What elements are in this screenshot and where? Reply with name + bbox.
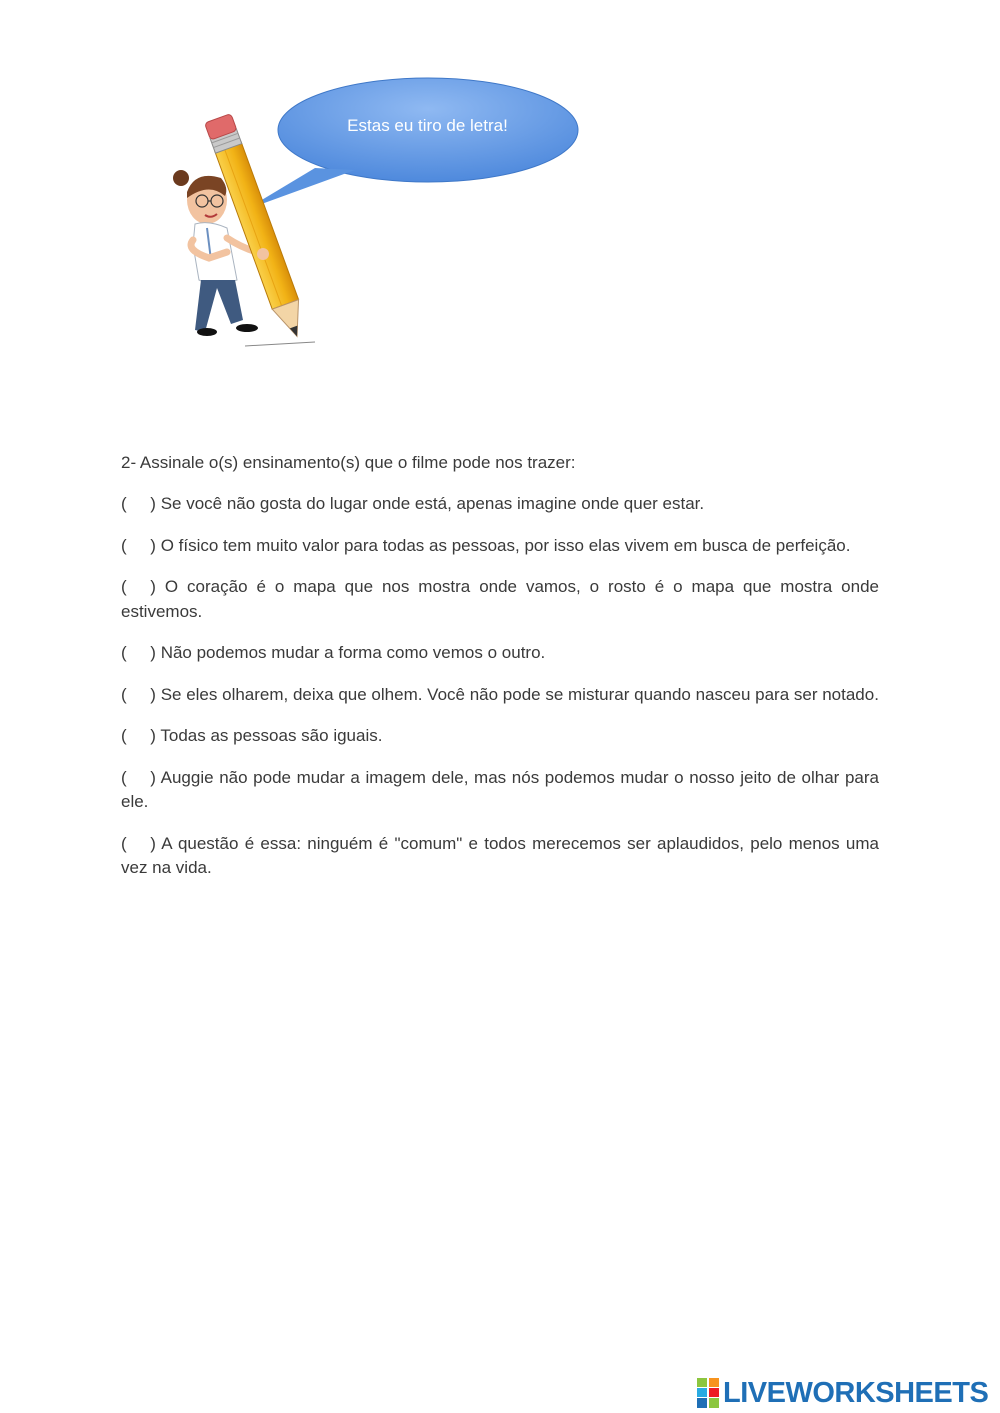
option-6 bbox=[121, 724, 879, 749]
option-text: Auggie não pode mudar a imagem dele, mas nós podemos mudar o nosso jeito de olhar para ele. bbox=[121, 767, 879, 811]
option-text: A questão é essa: ninguém é "comum" e todos merecemos ser aplaudidos, pelo menos uma vez na vida. bbox=[121, 833, 879, 877]
option-2 bbox=[121, 534, 879, 559]
answer-checkbox[interactable]: ( ) bbox=[121, 494, 156, 513]
option-text: Se você não gosta do lugar onde está, apenas imagine onde quer estar. bbox=[160, 494, 705, 513]
liveworksheets-logo-text: LIVEWORKSHEETS bbox=[723, 1376, 989, 1409]
option-7 bbox=[121, 766, 879, 815]
answer-checkbox[interactable]: ( ) bbox=[121, 684, 156, 704]
question-title: 2- Assinale o(s) ensinamento(s) que o filme pode nos trazer: bbox=[121, 453, 576, 472]
speech-bubble-text: Estas eu tiro de letra! bbox=[347, 116, 508, 135]
pencil-girl-illustration bbox=[165, 70, 585, 360]
option-text: O coração é o mapa que nos mostra onde vamos, o rosto é o mapa que mostra onde estivemos. bbox=[121, 577, 879, 621]
option-text: Não podemos mudar a forma como vemos o outro. bbox=[160, 643, 546, 662]
option-5 bbox=[121, 683, 879, 708]
option-4 bbox=[121, 641, 879, 666]
option-text: O físico tem muito valor para todas as pessoas, por isso elas vivem em busca de perfeição. bbox=[160, 535, 851, 555]
answer-checkbox[interactable]: ( ) bbox=[121, 767, 156, 787]
answer-checkbox[interactable]: ( ) bbox=[121, 726, 156, 745]
option-3 bbox=[121, 575, 879, 624]
answer-checkbox[interactable]: ( ) bbox=[121, 833, 156, 853]
option-text: Se eles olharem, deixa que olhem. Você não pode se misturar quando nasceu para ser notado. bbox=[160, 684, 879, 704]
answer-checkbox[interactable]: ( ) bbox=[121, 577, 156, 596]
option-8 bbox=[121, 832, 879, 881]
liveworksheets-logo bbox=[697, 1376, 988, 1410]
answer-checkbox[interactable]: ( ) bbox=[121, 643, 156, 662]
liveworksheets-logo-icon bbox=[697, 1378, 719, 1408]
answer-checkbox[interactable]: ( ) bbox=[121, 535, 156, 555]
option-text: Todas as pessoas são iguais. bbox=[160, 726, 383, 745]
option-1 bbox=[121, 492, 879, 517]
question-2 bbox=[121, 451, 879, 898]
speech-bubble bbox=[245, 78, 578, 210]
